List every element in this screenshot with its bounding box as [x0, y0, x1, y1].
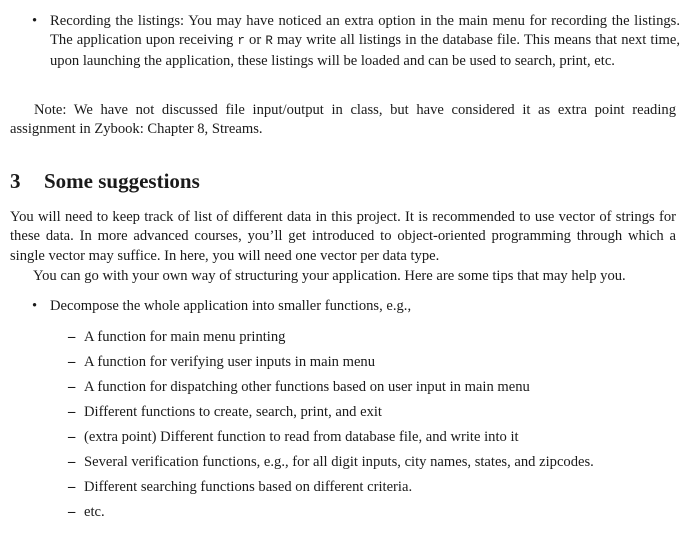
- list-item-text: A function for main menu printing: [84, 329, 286, 345]
- list-item-text: Several verification functions, e.g., for all digit inputs, city names, states, and zipcodes.: [84, 454, 594, 470]
- dash-marker: –: [68, 454, 76, 470]
- decompose-bullet-text: Decompose the whole application into smaller functions, e.g.,: [50, 298, 412, 314]
- list-item: [68, 353, 594, 378]
- recording-text-part1: You may have noticed an extra option in the main menu for recording the listings. The application upon receiving: [50, 13, 680, 49]
- decompose-bullet: [32, 297, 411, 316]
- list-item: [68, 328, 594, 353]
- dash-marker: –: [68, 404, 76, 420]
- section-title: Some suggestions: [44, 169, 200, 193]
- section-number: 3: [10, 169, 21, 193]
- list-item-text: (extra point) Different function to read from database file, and write into it: [84, 429, 519, 445]
- recording-bullet-text: [50, 12, 680, 71]
- dash-marker: –: [68, 504, 76, 520]
- list-item: [68, 503, 594, 528]
- section-heading: [10, 168, 200, 194]
- dash-marker: –: [68, 479, 76, 495]
- key-r-lower: r: [237, 34, 245, 49]
- dash-marker: –: [68, 329, 76, 345]
- bullet-marker: •: [32, 13, 38, 29]
- list-item: [68, 453, 594, 478]
- recording-text-part2: may write all listings in the database file. This means that next time, upon launching the application, these listings will be loaded and can be used to search, print, etc.: [50, 32, 681, 69]
- dash-marker: –: [68, 354, 76, 370]
- recording-bullet: [32, 12, 680, 71]
- list-item-text: etc.: [84, 504, 105, 520]
- list-item: [68, 428, 594, 453]
- or-word: or: [249, 32, 262, 49]
- bullet-marker: •: [32, 298, 38, 314]
- note-paragraph: Note: We have not discussed file input/output in class, but have considered it as extra point reading assignment in Zybook: Chapter 8, Streams.: [10, 102, 676, 138]
- list-item-text: Different functions to create, search, print, and exit: [84, 404, 382, 420]
- recording-bullet-label: Recording the listings:: [50, 13, 185, 29]
- list-item-text: Different searching functions based on different criteria.: [84, 479, 413, 495]
- list-item: [68, 478, 594, 503]
- dash-marker: –: [68, 379, 76, 395]
- suggestions-paragraph: You will need to keep track of list of different data in this project. It is recommended to use vector of strings for these data. In more advanced courses, you’ll get introduced to object-oriented programming through which a single vector may suffice. In here, you will need one vector per data type.: [10, 209, 676, 264]
- list-item-text: A function for verifying user inputs in main menu: [84, 354, 376, 370]
- list-item: [68, 403, 594, 428]
- structure-paragraph: You can go with your own way of structuring your application. Here are some tips that may help you.: [33, 268, 626, 284]
- dash-marker: –: [68, 429, 76, 445]
- list-item-text: A function for dispatching other functions based on user input in main menu: [84, 379, 530, 395]
- key-r-upper: R: [265, 34, 273, 49]
- function-suggestion-list: [68, 328, 594, 528]
- list-item: [68, 378, 594, 403]
